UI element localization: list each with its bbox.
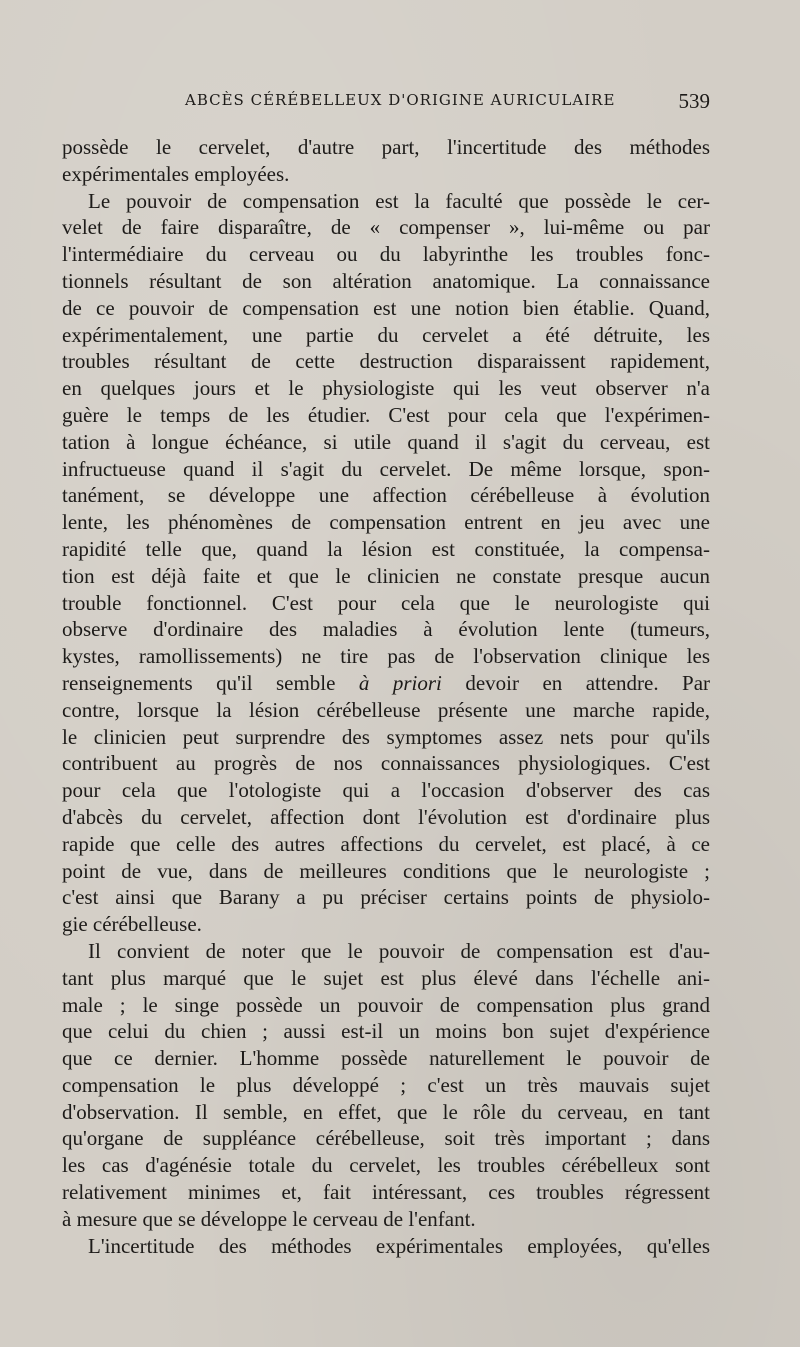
text-line: male ; le singe possède un pouvoir de compensation plus grand (62, 992, 710, 1017)
text-line: l'intermédiaire du cerveau ou du labyrinthe les troubles fonc- (62, 242, 710, 267)
text-line: contre, lorsque la lésion cérébelleuse présente une marche rapide, (62, 697, 710, 722)
text-line: que celui du chien ; aussi est-il un moins bon sujet d'expérience (62, 1019, 710, 1044)
text-line: gie cérébelleuse. (62, 912, 202, 937)
text-line: trouble fonctionnel. C'est pour cela que le neurologiste qui (62, 590, 710, 615)
text-line: observe d'ordinaire des maladies à évolution lente (tumeurs, (62, 617, 710, 642)
text-line: point de vue, dans de meilleures conditions que le neurologiste ; (62, 858, 710, 883)
text-line: Il convient de noter que le pouvoir de compensation est d'au- (88, 938, 710, 963)
text-line: Le pouvoir de compensation est la faculté que possède le cer- (88, 188, 710, 213)
running-head (62, 89, 710, 115)
text-line: expérimentalement, une partie du cervelet a été détruite, les (62, 322, 710, 347)
text-line: que ce dernier. L'homme possède naturellement le pouvoir de (62, 1046, 710, 1071)
text-line: velet de faire disparaître, de « compenser », lui-même ou par (62, 215, 710, 240)
text-line: contribuent au progrès de nos connaissances physiologiques. C'est (62, 751, 710, 776)
text-line: qu'organe de suppléance cérébelleuse, soit très important ; dans (62, 1126, 710, 1151)
body-text (62, 134, 710, 1259)
text-line: tanément, se développe une affection cérébelleuse à évolution (62, 483, 710, 508)
text-line: expérimentales employées. (62, 161, 290, 186)
text-fragment: renseignements qu'il semble (62, 670, 336, 695)
text-line: relativement minimes et, fait intéressant, ces troubles régressent (62, 1180, 710, 1205)
page-number: 539 (678, 89, 710, 113)
text-line: pour cela que l'otologiste qui a l'occasion d'observer des cas (62, 778, 710, 803)
text-line: rapide que celle des autres affections du cervelet, est placé, à ce (62, 831, 710, 856)
text-line: d'observation. Il semble, en effet, que le rôle du cerveau, en tant (62, 1099, 710, 1124)
italic-phrase: à priori (358, 670, 442, 695)
text-line: les cas d'agénésie totale du cervelet, les troubles cérébelleux sont (62, 1153, 710, 1178)
text-line: guère le temps de les étudier. C'est pour cela que l'expérimen- (62, 402, 710, 427)
text-line: L'incertitude des méthodes expérimentales employées, qu'elles (88, 1233, 710, 1258)
text-line: possède le cervelet, d'autre part, l'incertitude des méthodes (62, 135, 710, 159)
text-line: rapidité telle que, quand la lésion est constituée, la compensa- (62, 536, 710, 561)
text-line (62, 670, 710, 697)
text-line: c'est ainsi que Barany a pu préciser certains points de physiolo- (62, 885, 710, 910)
text-line: tionnels résultant de son altération anatomique. La connaissance (62, 268, 710, 293)
text-line: tation à longue échéance, si utile quand il s'agit du cerveau, est (62, 429, 710, 454)
text-line: de ce pouvoir de compensation est une notion bien établie. Quand, (62, 295, 710, 320)
text-line: infructueuse quand il s'agit du cervelet. De même lorsque, spon- (62, 456, 710, 481)
text-line: troubles résultant de cette destruction disparaissent rapidement, (62, 349, 710, 374)
text-fragment: devoir en attendre. Par (465, 670, 711, 695)
text-line: lente, les phénomènes de compensation entrent en jeu avec une (62, 510, 710, 535)
text-line: en quelques jours et le physiologiste qui les veut observer n'a (62, 376, 710, 401)
text-line: d'abcès du cervelet, affection dont l'évolution est d'ordinaire plus (62, 804, 710, 829)
text-line: à mesure que se développe le cerveau de l'enfant. (62, 1206, 476, 1231)
running-title: ABCÈS CÉRÉBELLEUX D'ORIGINE AURICULAIRE (185, 91, 616, 109)
text-line: le clinicien peut surprendre des symptomes assez nets pour qu'ils (62, 724, 710, 749)
text-line: compensation le plus développé ; c'est un très mauvais sujet (62, 1072, 710, 1097)
text-line: kystes, ramollissements) ne tire pas de l'observation clinique les (62, 644, 710, 669)
text-line: tion est déjà faite et que le clinicien ne constate presque aucun (62, 563, 710, 588)
text-line: tant plus marqué que le sujet est plus élevé dans l'échelle ani- (62, 965, 710, 990)
